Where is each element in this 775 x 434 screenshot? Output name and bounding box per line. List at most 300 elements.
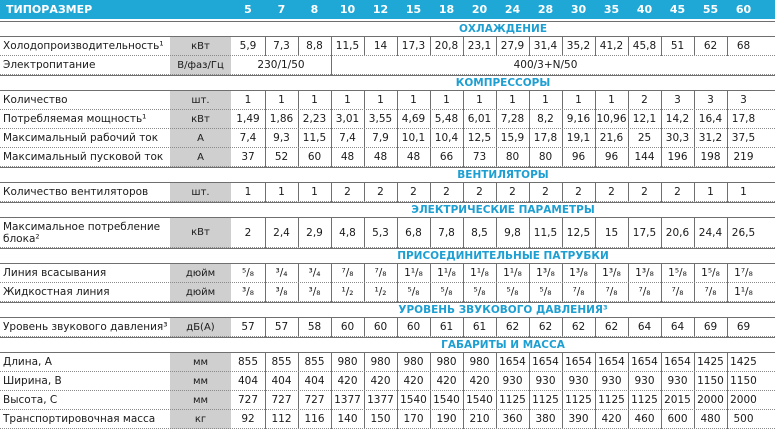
row-value: 1654 (598, 356, 625, 368)
row-value: 17,5 (632, 227, 657, 239)
value-separator (529, 183, 530, 202)
row-value: 420 (601, 413, 622, 425)
value-separator (727, 110, 728, 129)
value-separator (397, 129, 398, 148)
value-separator (661, 372, 662, 391)
row-value: 420 (337, 375, 358, 387)
value-separator (364, 183, 365, 202)
value-separator (727, 37, 728, 56)
value-separator (529, 129, 530, 148)
row-value: 45,8 (632, 40, 657, 52)
value-separator (364, 110, 365, 129)
value-separator (298, 148, 299, 167)
row-label: Количество вентиляторов (3, 186, 149, 198)
section-top-line (0, 302, 775, 303)
value-separator (694, 353, 695, 372)
value-separator (529, 148, 530, 167)
value-separator (298, 353, 299, 372)
row-unit: А (197, 133, 204, 144)
row-value: 20,6 (665, 227, 690, 239)
row-value: 15,9 (500, 132, 525, 144)
row-value: 727 (271, 394, 292, 406)
value-separator (694, 410, 695, 429)
value-separator (430, 391, 431, 410)
value-separator (397, 283, 398, 302)
section-bottom-line (0, 182, 775, 183)
value-separator (298, 91, 299, 110)
value-separator (298, 318, 299, 337)
value-separator (265, 372, 266, 391)
value-separator (265, 410, 266, 429)
value-separator (595, 218, 596, 248)
row-value: 1125 (499, 394, 526, 406)
section-bottom-line (0, 317, 775, 318)
row-value: 600 (667, 413, 688, 425)
section-top-line (0, 75, 775, 76)
row-value: 37 (241, 151, 255, 163)
row-value: ⁷/₈ (572, 286, 585, 298)
value-separator (562, 110, 563, 129)
header-size: 24 (496, 0, 529, 19)
value-separator (529, 353, 530, 372)
row-value: 12,1 (632, 113, 657, 125)
value-separator (727, 129, 728, 148)
row-value: 20,8 (434, 40, 459, 52)
value-separator (265, 218, 266, 248)
row-value: 9,8 (504, 227, 521, 239)
row-value: ³/₄ (308, 267, 321, 279)
value-separator (661, 37, 662, 56)
row-value: 62 (505, 321, 520, 333)
row-value: 21,6 (599, 132, 624, 144)
row-unit: мм (192, 376, 209, 387)
value-separator (364, 372, 365, 391)
row-value: 1³/₈ (569, 267, 588, 279)
value-separator (661, 148, 662, 167)
value-separator (694, 148, 695, 167)
value-separator (397, 110, 398, 129)
row-value: 62 (538, 321, 553, 333)
value-separator (364, 218, 365, 248)
row-value: 980 (469, 356, 490, 368)
value-separator (694, 283, 695, 302)
row-value: 52 (274, 151, 289, 163)
value-separator (265, 283, 266, 302)
row-value: 5,3 (372, 227, 389, 239)
value-separator (430, 37, 431, 56)
row-value: 404 (304, 375, 325, 387)
value-separator (694, 91, 695, 110)
row-value: 1540 (400, 394, 427, 406)
row-value: 980 (370, 356, 391, 368)
section-heading: ГАБАРИТЫ И МАССА (441, 339, 565, 351)
header-size: 12 (364, 0, 397, 19)
row-value: 51 (670, 40, 685, 52)
row-value: 3 (674, 94, 681, 106)
row-value: 1654 (532, 356, 559, 368)
row-value: 17,8 (533, 132, 558, 144)
row-value: 1 (344, 94, 351, 106)
value-separator (430, 218, 431, 248)
value-separator (496, 129, 497, 148)
value-separator (265, 353, 266, 372)
row-value: 2 (443, 186, 450, 198)
value-separator (628, 183, 629, 202)
value-separator (595, 110, 596, 129)
row-value: 1 (575, 94, 582, 106)
row-value: 68 (736, 40, 751, 52)
row-unit: мм (192, 357, 209, 368)
value-separator (562, 372, 563, 391)
value-separator (628, 410, 629, 429)
row-value: 727 (237, 394, 259, 406)
row-value: 3 (707, 94, 714, 106)
row-value: 2 (344, 186, 351, 198)
row-unit: дюйм (185, 287, 216, 298)
value-separator (595, 183, 596, 202)
row-value: 7,8 (438, 227, 455, 239)
value-separator (496, 318, 497, 337)
row-value: 35,2 (566, 40, 591, 52)
value-separator (463, 37, 464, 56)
value-separator (727, 218, 728, 248)
row-value: 96 (571, 151, 586, 163)
value-separator (562, 148, 563, 167)
value-separator (298, 37, 299, 56)
row-value: 404 (271, 375, 292, 387)
row-value: 460 (634, 413, 655, 425)
row-value: 390 (568, 413, 589, 425)
value-separator (661, 318, 662, 337)
row-value: 1425 (730, 356, 757, 368)
row-value: 12,5 (467, 132, 492, 144)
value-separator (265, 148, 266, 167)
row-value: 980 (403, 356, 424, 368)
value-separator (298, 283, 299, 302)
value-separator (298, 110, 299, 129)
value-separator (628, 129, 629, 148)
value-separator (430, 283, 431, 302)
row-value: ⁷/₈ (341, 267, 354, 279)
row-value: 25 (637, 132, 652, 144)
row-value: 4,69 (401, 113, 426, 125)
row-value: 1 (410, 94, 417, 106)
row-label: Количество (3, 94, 68, 106)
value-separator (430, 148, 431, 167)
section-top-line (0, 248, 775, 249)
row-value: 16,4 (698, 113, 723, 125)
row-value: ¹/₂ (341, 286, 354, 298)
row-value: 1 (244, 186, 252, 198)
row-label: Ширина, В (3, 375, 62, 387)
value-separator (694, 264, 695, 283)
value-separator (331, 353, 332, 372)
value-separator (397, 391, 398, 410)
section-heading: УРОВЕНЬ ЗВУКОВОГО ДАВЛЕНИЯ³ (398, 304, 608, 316)
row-value: 8,8 (306, 40, 323, 52)
value-separator (331, 391, 332, 410)
row-value: 930 (535, 375, 556, 387)
row-label: Максимальный рабочий ток (3, 132, 159, 144)
value-separator (529, 391, 530, 410)
value-separator (694, 372, 695, 391)
row-value: 2 (244, 227, 252, 239)
row-label-line: блока² (3, 233, 40, 245)
row-value: ³/₈ (242, 286, 254, 298)
value-separator (595, 353, 596, 372)
row-unit: кВт (191, 41, 210, 52)
row-value: 1⁵/₈ (668, 267, 687, 279)
row-value: ⁵/₈ (440, 286, 453, 298)
row-value: 2000 (697, 394, 724, 406)
row-value: 14,2 (665, 113, 690, 125)
value-separator (496, 391, 497, 410)
row-value: 930 (667, 375, 688, 387)
row-value: 1125 (565, 394, 592, 406)
row-value: 198 (700, 151, 721, 163)
row-label (0, 218, 170, 248)
value-separator (595, 129, 596, 148)
value-separator (364, 148, 365, 167)
row-value: ⁷/₈ (605, 286, 618, 298)
row-value: 420 (370, 375, 391, 387)
row-value: 5,48 (434, 113, 459, 125)
value-separator (463, 264, 464, 283)
value-separator (496, 91, 497, 110)
row-value: 7,4 (239, 132, 257, 144)
row-value: 196 (667, 151, 688, 163)
value-separator (430, 372, 431, 391)
section-bottom-line (0, 36, 775, 37)
value-separator (430, 110, 431, 129)
header-size: 40 (628, 0, 661, 19)
value-separator (694, 218, 695, 248)
value-separator (562, 37, 563, 56)
row-value: 6,8 (405, 227, 422, 239)
row-value-span: 230/1/50 (257, 59, 305, 71)
row-label: Высота, С (3, 394, 58, 406)
value-separator (595, 264, 596, 283)
row-value: 380 (535, 413, 556, 425)
header-size: 18 (430, 0, 463, 19)
row-value: 10,4 (434, 132, 459, 144)
row-value: 12,5 (566, 227, 591, 239)
value-separator (628, 318, 629, 337)
row-value: ⁵/₈ (407, 286, 420, 298)
row-value: 69 (703, 321, 718, 333)
row-value: 1377 (367, 394, 394, 406)
row-value: 1⁷/₈ (734, 267, 753, 279)
value-separator (430, 129, 431, 148)
value-separator (364, 353, 365, 372)
value-separator (496, 183, 497, 202)
value-separator (463, 91, 464, 110)
row-value: 15 (604, 227, 619, 239)
value-separator (364, 129, 365, 148)
value-separator (298, 410, 299, 429)
row-value: 1,49 (236, 113, 260, 125)
value-separator (694, 37, 695, 56)
value-separator (562, 318, 563, 337)
row-value: 1 (278, 186, 285, 198)
row-value: 1 (443, 94, 450, 106)
row-value: 30,3 (665, 132, 690, 144)
value-separator (694, 110, 695, 129)
row-value: 96 (604, 151, 619, 163)
row-value: 1125 (598, 394, 625, 406)
row-value: 2 (410, 186, 417, 198)
value-separator (331, 372, 332, 391)
row-value: 2 (674, 186, 681, 198)
value-separator (298, 391, 299, 410)
row-unit: кВт (191, 114, 210, 125)
value-separator (727, 372, 728, 391)
value-separator (463, 129, 464, 148)
row-value: 3 (740, 94, 747, 106)
row-value: 10,96 (596, 113, 627, 125)
header-size: 55 (694, 0, 727, 19)
value-separator (364, 410, 365, 429)
row-value: 1540 (466, 394, 493, 406)
row-value: 1 (509, 94, 516, 106)
row-unit: А (197, 152, 204, 163)
value-separator (397, 318, 398, 337)
row-value: 92 (241, 413, 255, 425)
value-separator (430, 183, 431, 202)
row-value: 7,9 (372, 132, 389, 144)
value-separator (727, 410, 728, 429)
value-separator (298, 264, 299, 283)
row-unit: мм (192, 395, 209, 406)
value-separator (628, 218, 629, 248)
row-value: ⁷/₈ (704, 286, 717, 298)
value-separator (562, 129, 563, 148)
row-value: 1,86 (269, 113, 294, 125)
value-separator (463, 318, 464, 337)
value-separator (661, 264, 662, 283)
row-value: 2 (641, 94, 648, 106)
header-size: 8 (298, 0, 331, 19)
header-size: 28 (529, 0, 562, 19)
value-separator (364, 37, 365, 56)
value-separator (496, 372, 497, 391)
row-value: 60 (406, 321, 421, 333)
header-size: 15 (397, 0, 430, 19)
row-value: 1¹/₈ (470, 267, 489, 279)
row-value: 1654 (664, 356, 691, 368)
row-value: 26,5 (731, 227, 756, 239)
row-value: 980 (436, 356, 457, 368)
row-label: Холодопроизводительность¹ (3, 40, 164, 52)
row-value: 8,2 (537, 113, 554, 125)
row-value: 855 (304, 356, 325, 368)
row-value: 930 (568, 375, 589, 387)
value-separator (694, 318, 695, 337)
row-value: 10,1 (401, 132, 426, 144)
row-value: 64 (670, 321, 685, 333)
value-separator (397, 372, 398, 391)
row-value: 2 (377, 186, 384, 198)
row-value: 112 (271, 413, 292, 425)
row-value: 11,5 (302, 132, 327, 144)
row-value: 1150 (730, 375, 757, 387)
value-separator (298, 218, 299, 248)
row-value: 980 (337, 356, 358, 368)
row-value: 219 (733, 151, 754, 163)
value-separator (595, 148, 596, 167)
row-value: 7,4 (339, 132, 356, 144)
value-separator (628, 110, 629, 129)
value-separator (628, 37, 629, 56)
value-separator (661, 283, 662, 302)
section-bottom-line (0, 263, 775, 264)
value-separator (727, 91, 728, 110)
value-separator (529, 37, 530, 56)
row-value: 1 (278, 94, 285, 106)
row-value: 37,5 (731, 132, 756, 144)
row-value: 1125 (532, 394, 559, 406)
value-separator (595, 37, 596, 56)
value-separator (265, 264, 266, 283)
row-value: 855 (237, 356, 259, 368)
row-value: 2 (476, 186, 483, 198)
header-size: 60 (727, 0, 760, 19)
value-separator (496, 110, 497, 129)
value-separator (661, 91, 662, 110)
value-separator (364, 318, 365, 337)
row-value: 80 (505, 151, 520, 163)
value-separator (661, 110, 662, 129)
value-separator (430, 353, 431, 372)
value-separator (430, 410, 431, 429)
row-unit: кг (194, 414, 207, 425)
row-value: 11,5 (533, 227, 558, 239)
row-value: 60 (373, 321, 388, 333)
value-separator (364, 391, 365, 410)
row-value: 6,01 (467, 113, 492, 125)
value-separator (661, 183, 662, 202)
row-value: 1654 (499, 356, 526, 368)
row-value: 1540 (433, 394, 460, 406)
value-separator (397, 183, 398, 202)
row-value: 1¹/₈ (437, 267, 456, 279)
section-top-line (0, 167, 775, 168)
value-separator (364, 91, 365, 110)
value-separator (463, 148, 464, 167)
value-separator (397, 91, 398, 110)
value-separator (265, 129, 266, 148)
row-value: 1³/₈ (635, 267, 654, 279)
row-value: 420 (436, 375, 457, 387)
row-value: 1 (707, 186, 714, 198)
section-top-line (0, 337, 775, 338)
value-separator (463, 410, 464, 429)
row-value: 1 (740, 186, 747, 198)
value-separator (496, 410, 497, 429)
value-separator (496, 264, 497, 283)
value-separator (661, 129, 662, 148)
row-value: 190 (436, 413, 457, 425)
value-separator (364, 283, 365, 302)
value-separator (595, 318, 596, 337)
row-value: 2015 (664, 394, 691, 406)
value-separator (331, 110, 332, 129)
value-separator (463, 110, 464, 129)
row-label: Длина, А (3, 356, 52, 368)
row-label: Потребляемая мощность¹ (3, 113, 147, 125)
row-value: ⁵/₈ (506, 286, 519, 298)
header-size: 35 (595, 0, 628, 19)
